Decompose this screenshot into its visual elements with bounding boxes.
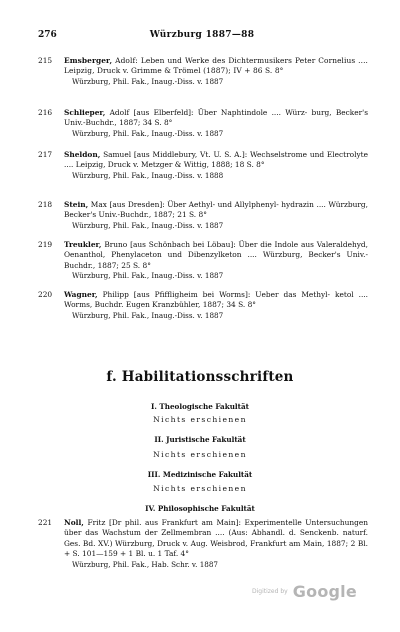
faculty-heading: I. Theologische Fakultät — [151, 402, 249, 411]
entry-meta: Würzburg, Phil. Fak., Inaug.-Diss. v. 1887 — [72, 220, 224, 230]
entry-number: 221 — [38, 518, 53, 527]
bibliography-entry — [38, 108, 368, 139]
entry-citation — [64, 518, 368, 560]
running-title: Würzburg 1887—88 — [149, 30, 255, 40]
entry-author: Schlieper, — [64, 108, 106, 117]
entry-continuation: hydrazin .... Würzburg, Becker's Univ.-Buchdr., 1887; 21 S. 8° — [64, 200, 368, 220]
entry-title-start: Bruno [aus Schönbach bei Löbau]: Über die Indole — [101, 240, 299, 249]
entry-title-start: Philipp [aus Pfiffligheim bei Worms]: Ueber das Methyl- — [97, 290, 331, 299]
entry-continuation: ketol .... Worms, Buchdr. Eugen Kranzbühler, 1887; 34 S. 8° — [64, 290, 368, 310]
running-header — [38, 30, 366, 44]
watermark-prefix: Digitized by — [252, 588, 288, 595]
faculty-heading: IV. Philosophische Fakultät — [145, 504, 255, 513]
faculty-status: Nichts erschienen — [153, 484, 247, 493]
entry-citation — [64, 200, 368, 221]
entry-title-start: Fritz [Dr phil. aus Frankfurt am Main]: Experimentelle — [83, 518, 302, 527]
bibliography-entry — [38, 200, 368, 231]
entry-continuation: aus Valeraldehyd, Oenanthol, Phenylaceton und Dibenzylketon .... Würzburg, Becker's Univ.-Buchdr., 1887; 25 S. 8° — [64, 240, 368, 270]
faculty-status: Nichts erschienen — [153, 450, 247, 459]
entry-number: 216 — [38, 108, 53, 117]
entry-meta: Würzburg, Phil. Fak., Inaug.-Diss. v. 1888 — [72, 170, 224, 180]
entry-continuation: Untersuchungen über das Wachstum der Zellmembran .... (Aus: Abhandl. d. Senckenb. naturf. Ges. Bd. XV.) Würzburg, Druck v. Aug. Weisbrod, Frankfurt am Main, 1887; 2 Bl. + S. 101—159 + 1 Bl. u. 1 Taf. 4° — [64, 518, 368, 559]
entry-title-start: Samuel [aus Middlebury, Vt. U. S. A.]: Wechselstrome — [100, 150, 307, 159]
entry-continuation: Cornelius .... Leipzig, Druck v. Grimme & Trömel (1887); IV + 86 S. 8° — [64, 56, 368, 76]
entry-title-start: Adolf [aus Elberfeld]: Über Naphtindole .... Würz- — [105, 108, 308, 117]
entry-author: Emsberger, — [64, 56, 113, 65]
entry-author: Sheldon, — [64, 150, 101, 159]
section-heading: f. Habilitationsschriften — [106, 369, 294, 385]
entry-title-start: Max [aus Dresden]: Über Aethyl- und Allylphenyl- — [88, 200, 279, 209]
entry-citation — [64, 108, 368, 129]
entry-title-start: Adolf: Leben und Werke des Dichtermusikers Peter — [112, 56, 316, 65]
entry-author: Wagner, — [64, 290, 98, 299]
entry-author: Stein, — [64, 200, 89, 209]
bibliography-entry — [38, 150, 368, 181]
entry-number: 219 — [38, 240, 53, 249]
entry-number: 220 — [38, 290, 53, 299]
entry-citation — [64, 240, 368, 271]
entry-number: 217 — [38, 150, 53, 159]
entry-meta: Würzburg, Phil. Fak., Hab. Schr. v. 1887 — [72, 559, 218, 569]
bibliography-entry — [38, 290, 368, 321]
entry-meta: Würzburg, Phil. Fak., Inaug.-Diss. v. 1887 — [72, 128, 224, 138]
bibliography-entry — [38, 518, 368, 570]
entry-continuation: burg, Becker's Univ.-Buchdr., 1887; 34 S. 8° — [64, 108, 369, 128]
entry-continuation: und Electrolyte .... Leipzig, Druck v. Metzger & Wittig, 1888; 18 S. 8° — [64, 150, 369, 170]
entry-citation — [64, 290, 368, 311]
entry-citation — [64, 56, 368, 77]
entry-author: Treukler, — [64, 240, 102, 249]
digitization-watermark — [252, 581, 357, 601]
faculty-heading: III. Medizinische Fakultät — [147, 470, 253, 479]
bibliography-entry — [38, 240, 368, 282]
faculty-heading: II. Juristische Fakultät — [154, 435, 246, 444]
entry-number: 218 — [38, 200, 53, 209]
entry-citation — [64, 150, 368, 171]
entry-number: 215 — [38, 56, 53, 65]
faculty-status: Nichts erschienen — [153, 415, 247, 424]
entry-meta: Würzburg, Phil. Fak., Inaug.-Diss. v. 1887 — [72, 76, 224, 86]
google-logo: Google — [292, 582, 357, 601]
entry-meta: Würzburg, Phil. Fak., Inaug.-Diss. v. 1887 — [72, 271, 224, 281]
entry-meta: Würzburg, Phil. Fak., Inaug.-Diss. v. 1887 — [72, 310, 224, 320]
entry-author: Noll, — [64, 518, 84, 527]
bibliography-entry — [38, 56, 368, 87]
page-number: 276 — [38, 30, 57, 40]
